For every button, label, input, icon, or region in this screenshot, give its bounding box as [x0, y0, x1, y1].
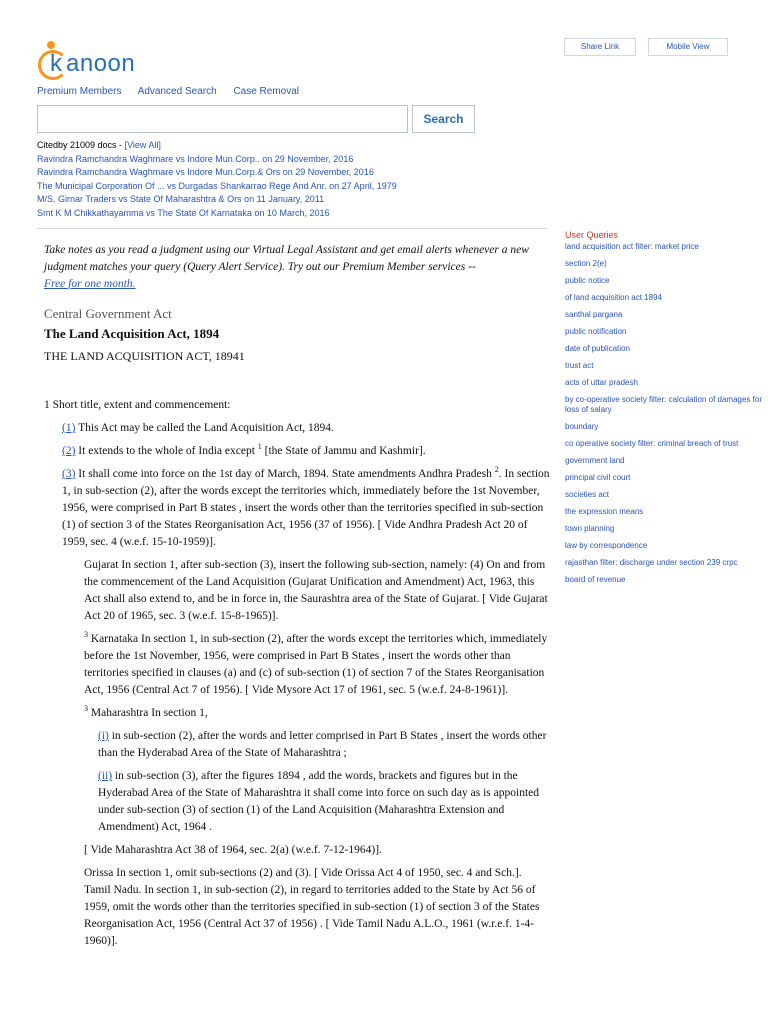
user-query-link[interactable]: section 2(e): [565, 259, 607, 268]
section-heading: 1 Short title, extent and commencement:: [44, 399, 231, 411]
share-link-button[interactable]: Share Link: [564, 38, 636, 56]
subsection-2: [44, 443, 550, 460]
subsection-2-text: It extends to the whole of India except: [75, 445, 258, 457]
user-query-link[interactable]: acts of uttar pradesh: [565, 378, 638, 387]
user-query-link[interactable]: public notification: [565, 327, 627, 336]
footnote-ref: 1: [257, 442, 262, 452]
user-query-link[interactable]: town planning: [565, 524, 615, 533]
user-query-link[interactable]: rajasthan filter: discharge under section 239 crpc: [565, 558, 738, 567]
clause-i-text: in sub-section (2), after the words and letter comprised in Part B States , insert the words other than the Hyderabad Area of the State of Maharashtra ;: [98, 730, 547, 759]
amendment-maharashtra-text: Maharashtra In section 1,: [88, 707, 208, 719]
user-query-link[interactable]: trust act: [565, 361, 594, 370]
user-query-link[interactable]: principal civil court: [565, 473, 631, 482]
user-query-link[interactable]: law by correspondence: [565, 541, 648, 550]
top-nav: [37, 86, 313, 97]
amendment-maharashtra-i: [44, 728, 550, 762]
clause-i-link[interactable]: (i): [98, 730, 109, 742]
subsection-2-tail: [the State of Jammu and Kashmir].: [261, 445, 426, 457]
amendment-maharashtra: [44, 705, 550, 722]
amendment-gujarat: Gujarat In section 1, after sub-section (3), insert the following sub-section, namely: (4) On and from the commencement of the Land Acquisition (Gujarat Unification and Amendment) Act, 1963, this Act shall also extend to, and be in force in, the Saurashtra area of the State of Gujarat. [ Vide Gujarat Act 20 of 1965, sec. 3 (w.e.f. 15-8-1965)].: [84, 559, 548, 622]
user-query-link[interactable]: government land: [565, 456, 625, 465]
subsection-1-link[interactable]: (1): [62, 422, 76, 434]
nav-premium-members[interactable]: Premium Members: [37, 86, 122, 97]
footnote-ref: 2: [494, 465, 499, 475]
free-trial-link[interactable]: Free for one month.: [44, 278, 136, 290]
search-button[interactable]: Search: [412, 105, 475, 133]
cited-link[interactable]: Ravindra Ramchandra Waghmare vs Indore Mun.Corp.& Ors on 29 November, 2016: [37, 167, 374, 177]
logo-text: anoon: [66, 50, 136, 77]
user-queries-sidebar: [565, 230, 765, 592]
amendment-maharashtra-ii: [44, 768, 550, 836]
user-queries-title: User Queries: [565, 230, 619, 240]
subsection-3-tail: . In section 1, in sub-section (2), after the words except the territories which, immediately before the 1st November, 1956, were comprised in Part B states , insert the words other than the territories specified in sub-section (1) of section 3 of the States Reorganisation Act, 1956 (37 of 1956). [ Vide Andhra Pradesh Act 20 of 1959, sec. 4 (w.e.f. 15-10-1959)].: [62, 468, 550, 548]
user-query-link[interactable]: date of publication: [565, 344, 630, 353]
promo-text: Take notes as you read a judgment using our Virtual Legal Assistant and get email alerts whenever a new judgment matches your query (Query Alert Service). Try out our Premium Member services --: [44, 244, 529, 273]
user-query-link[interactable]: land acquisition act filter: market price: [565, 242, 699, 251]
cited-by-count: Citedby 21009 docs -: [37, 140, 125, 150]
footnote-ref: 3: [84, 704, 88, 714]
mobile-view-button[interactable]: Mobile View: [648, 38, 728, 56]
subsection-3-link[interactable]: (3): [62, 468, 76, 480]
cited-link[interactable]: The Municipal Corporation Of ... vs Durgadas Shankarrao Rege And Anr. on 27 April, 1979: [37, 180, 397, 191]
nav-advanced-search[interactable]: Advanced Search: [137, 86, 217, 97]
subsection-2-link[interactable]: (2): [62, 445, 76, 457]
user-query-link[interactable]: by co-operative society filter: calculation of damages for loss of salary: [565, 395, 762, 414]
judgment-document: [44, 242, 550, 956]
view-all-link[interactable]: [View All]: [124, 140, 161, 150]
amendment-karnataka-text: Karnataka In section 1, in sub-section (2), after the words except the territories which, immediately before the 1st November, 1956, were comprised in Part B States , insert the words other than territories specified in clauses (a) and (c) of sub-section (1) of section 7 of the States Reorganisation Act, 1956 (Central Act 7 of 1956). [ Vide Mysore Act 17 of 1961, sec. 5 (w.e.f. 24-8-1961)].: [84, 633, 548, 696]
amendment-maharashtra-vide: [ Vide Maharashtra Act 38 of 1964, sec. 2(a) (w.e.f. 7-12-1964)].: [84, 844, 382, 856]
cited-link[interactable]: Ravindra Ramchandra Waghmare vs Indore Mun.Corp.. on 29 November, 2016: [37, 153, 354, 164]
amendment-orissa-tamilnadu: Orissa In section 1, omit sub-sections (2) and (3). [ Vide Orissa Act 4 of 1950, sec. 4 and Sch.]. Tamil Nadu. In section 1, in sub-section (2), in regard to territories added to the State by Act 56 of 1959, omit the words other than the territories specified in sub-section (1) of section 3 of the States Reorganisation Act, 1956 (Central Act 37 of 1956) . [ Vide Tamil Nadu A.L.O., 1961 (w.r.e.f. 1-4-1960)].: [84, 867, 540, 947]
nav-case-removal[interactable]: Case Removal: [233, 86, 300, 97]
logo-dot-icon: [47, 41, 55, 49]
user-query-link[interactable]: boundary: [565, 422, 599, 431]
clause-ii-link[interactable]: (ii): [98, 770, 113, 782]
subsection-1: [44, 420, 550, 437]
user-query-link[interactable]: public notice: [565, 276, 610, 285]
user-query-link[interactable]: societies act: [565, 490, 610, 499]
amendment-karnataka: [44, 631, 550, 699]
premium-promo: [44, 242, 550, 293]
header-divider: [37, 228, 547, 229]
act-caps-title: THE LAND ACQUISITION ACT, 18941: [44, 349, 245, 363]
user-query-link[interactable]: board of revenue: [565, 575, 626, 584]
cited-by-list: [37, 139, 397, 220]
search-input[interactable]: [37, 105, 408, 133]
user-query-link[interactable]: the expression means: [565, 507, 644, 516]
act-category: Central Government Act: [44, 306, 172, 321]
act-title: The Land Acquisition Act, 1894: [44, 326, 220, 341]
kanoon-logo[interactable]: [36, 38, 196, 86]
user-query-link[interactable]: co operative society filter: criminal breach of trust: [565, 439, 739, 448]
cited-link[interactable]: M/S. Girnar Traders vs State Of Maharashtra & Ors on 11 January, 2011: [37, 194, 325, 204]
cited-link[interactable]: Smt K M Chikkathayamma vs The State Of Karnataka on 10 March, 2016: [37, 207, 330, 218]
subsection-3: [44, 466, 550, 551]
subsection-3-text: It shall come into force on the 1st day of March, 1894. State amendments Andhra Pradesh: [75, 468, 495, 480]
user-query-link[interactable]: of land acquisition act 1894: [565, 293, 662, 302]
clause-ii-text: in sub-section (3), after the figures 1894 , add the words, brackets and figures but in the Hyderabad Area of the State of Maharashtra it shall come into force on such day as is appointed under sub-section (3) of section (1) of the Land Acquisition (Maharashtra Extension and Amendment) Act, 1964 .: [98, 770, 540, 833]
subsection-1-text: This Act may be called the Land Acquisition Act, 1894.: [75, 422, 334, 434]
logo-k: k: [50, 50, 62, 77]
footnote-ref: 3: [84, 630, 88, 640]
user-query-link[interactable]: santhal pargana: [565, 310, 623, 319]
